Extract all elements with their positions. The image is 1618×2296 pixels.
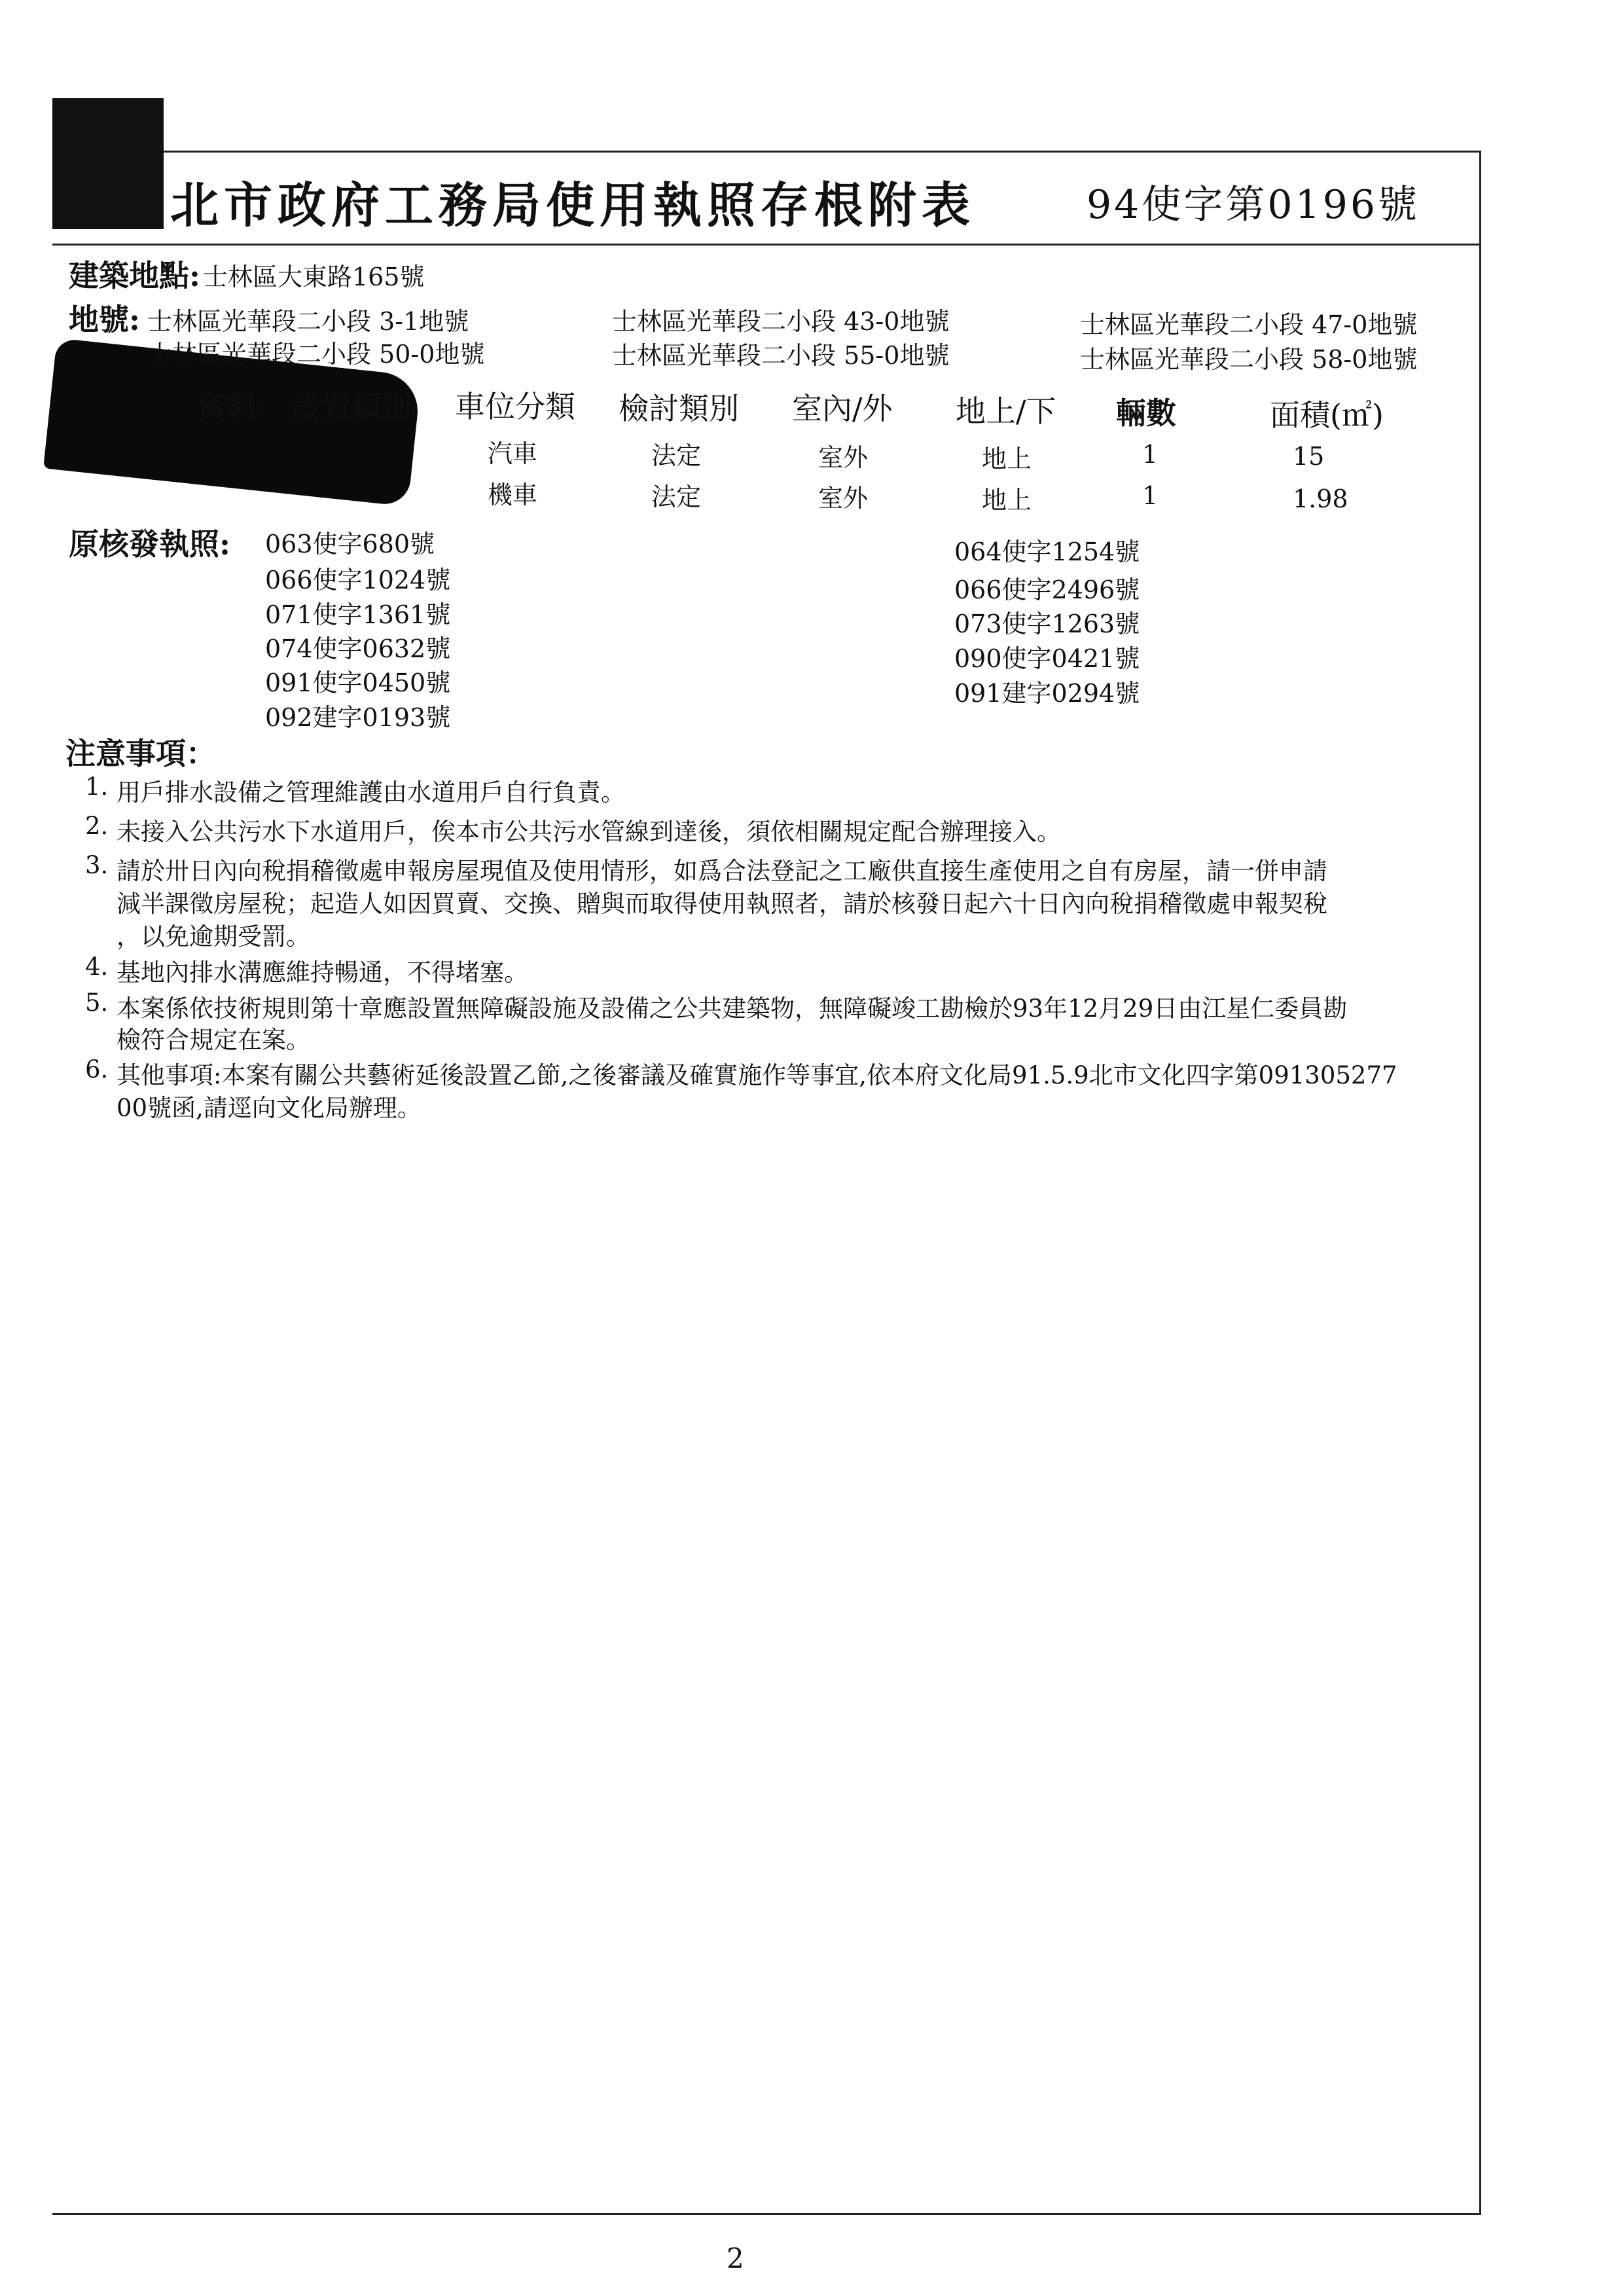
bottom-rule (52, 2213, 1479, 2215)
table-cell: 1 (1142, 481, 1159, 510)
note-number: 6. (85, 1055, 109, 1084)
note-line: 其他事項:本案有關公共藝術延後設置乙節,之後審議及確實施作等事宜,依本府文化局91.5.9北市文化四字第091305277 (117, 1061, 1397, 1089)
document-number: 94使字第0196號 (1087, 182, 1420, 228)
notes-title: 注意事項： (65, 736, 216, 771)
permit-item: 091建字0294號 (954, 679, 1140, 708)
note-number: 2. (85, 812, 109, 840)
col-header: 輛數 (1116, 395, 1176, 431)
col-header: 設置類別 (291, 389, 412, 424)
permit-item: 074使字0632號 (265, 634, 451, 663)
note-number: 3. (85, 851, 109, 879)
table-cell: 室外 (818, 443, 869, 472)
note-line: 請於卅日內向稅捐稽徵處申報房屋現值及使用情形，如爲合法登記之工廠供直接生產使用之自有房屋，請一併申請 (117, 857, 1327, 885)
table-cell: 室外 (818, 484, 869, 513)
parking-partial-label: 資料: (196, 389, 267, 424)
col-header: 檢討類別 (619, 391, 739, 426)
table-cell: 法定 (651, 441, 702, 470)
lot-item: 士林區光華段二小段 43-0地號 (612, 307, 950, 336)
lot-item: 士林區光華段二小段 55-0地號 (612, 341, 950, 370)
title-rule (52, 244, 1479, 246)
note-line: ，以免逾期受罰。 (117, 922, 310, 951)
permit-item: 073使字1263號 (954, 610, 1140, 638)
table-cell: 汽車 (488, 439, 538, 468)
lots-label: 地號: (69, 302, 140, 337)
note-line: 本案係依技術規則第十章應設置無障礙設施及設備之公共建築物，無障礙竣工勘檢於93年12月29日由江星仁委員勘 (117, 994, 1348, 1023)
permit-item: 092建字0193號 (265, 703, 451, 732)
note-line: 未接入公共污水下水道用戶，俟本市公共污水管線到達後，須依相關規定配合辦理接入。 (117, 818, 1061, 846)
permit-item: 071使字1361號 (265, 600, 451, 629)
permit-item: 066使字1024號 (265, 566, 451, 594)
permit-item: 066使字2496號 (954, 575, 1140, 604)
permit-item: 090使字0421號 (954, 644, 1140, 673)
table-cell: 地上 (982, 486, 1032, 515)
permit-item: 064使字1254號 (954, 538, 1140, 566)
lot-item: 士林區光華段二小段 3-1地號 (147, 307, 469, 336)
scan-stamp-mark (52, 98, 164, 229)
address-label: 建築地點: (69, 258, 200, 293)
page-number: 2 (727, 2242, 744, 2274)
table-cell: 15 (1293, 442, 1325, 471)
col-header: 室內/外 (792, 391, 893, 426)
lot-item: 士林區光華段二小段 50-0地號 (147, 340, 485, 369)
col-header: 面積(㎡) (1270, 397, 1384, 433)
table-cell: 1 (1142, 440, 1159, 469)
note-line: 檢符合規定在案。 (117, 1026, 310, 1054)
lot-item: 士林區光華段二小段 47-0地號 (1080, 310, 1418, 339)
table-cell: 1.98 (1293, 484, 1348, 513)
note-line: 用戶排水設備之管理維護由水道用戶自行負責。 (117, 778, 625, 807)
col-header: 地上/下 (956, 393, 1056, 429)
permit-item: 091使字0450號 (265, 668, 451, 697)
note-number: 1. (85, 773, 109, 801)
col-header: 車位分類 (455, 389, 575, 424)
address-value: 士林區大東路165號 (203, 263, 425, 291)
page-title: 北市政府工務局使用執照存根附表 (170, 177, 975, 234)
table-cell: 地上 (982, 445, 1032, 473)
table-cell: 法定 (651, 483, 702, 511)
note-line: 00號函,請逕向文化局辦理。 (117, 1094, 422, 1122)
note-number: 4. (85, 953, 109, 981)
note-line: 基地內排水溝應維持暢通，不得堵塞。 (117, 958, 528, 987)
table-cell: 機車 (488, 481, 538, 509)
note-line: 減半課徵房屋稅；起造人如因買賣、交換、贈與而取得使用執照者，請於核發日起六十日內向稅捐稽徵處申報契稅 (117, 890, 1327, 918)
permit-item: 063使字680號 (265, 530, 435, 558)
note-number: 5. (85, 989, 109, 1017)
original-permits-label: 原核發執照: (69, 526, 230, 562)
lot-item: 士林區光華段二小段 58-0地號 (1080, 345, 1418, 374)
